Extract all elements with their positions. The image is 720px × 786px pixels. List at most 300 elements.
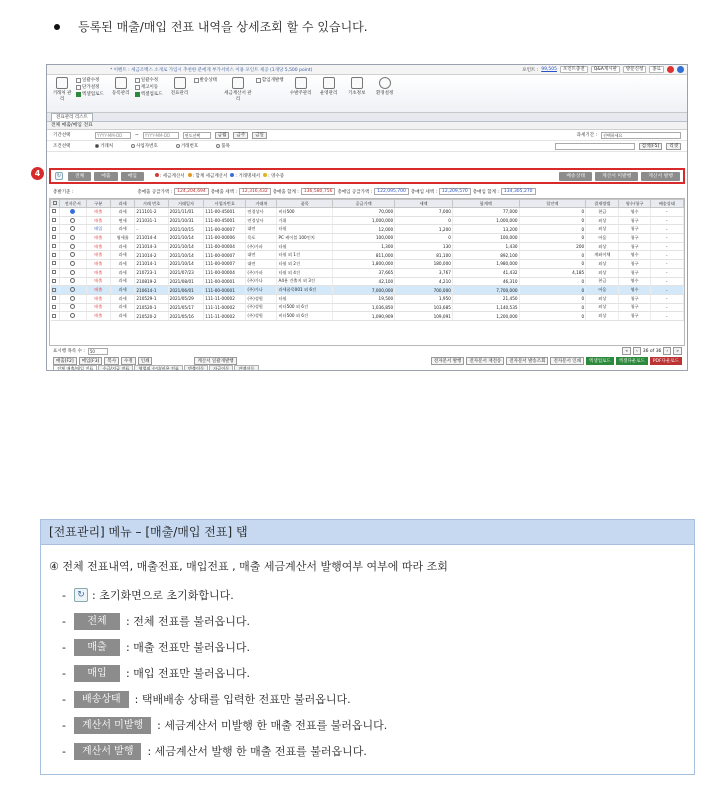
cell-ship: - [650,277,683,286]
edoc-status [59,234,86,243]
cell-receipt: 청구 [619,260,650,269]
list-item [62,686,387,712]
cell-disc: 0 [519,277,586,286]
column-header[interactable]: 합계액 [452,200,519,208]
cell-kind: 매출 [86,312,110,321]
visit-request-button[interactable]: 방문신청 [623,66,646,73]
customer-icon [56,77,68,89]
row-checkbox[interactable] [51,286,60,295]
cell-ship: - [650,294,683,303]
reset-button[interactable]: 리셋 [666,143,681,150]
cell-supply: 12,000 [333,225,395,234]
edoc-status [59,208,86,217]
end-date-input[interactable]: YYYY-MM-DD [143,132,179,139]
edoc-status-icon [70,261,75,266]
cell-total: 1,200,000 [452,312,519,321]
table-row[interactable] [51,312,684,321]
cond-option-label: 사업자번호 [136,144,158,149]
shipping-badge: 배송상태 [74,691,129,708]
cell-total: 1,980,000 [452,260,519,269]
sales-badge: 매출 [74,639,120,656]
cell-biz: 111-11-00002 [204,303,246,312]
description-box [40,519,695,775]
sum-label: 총매입 세액 : [410,189,438,195]
legend-item: : 영수증 [263,173,284,179]
cell-date: 2021/10/14 [168,260,204,269]
row-checkbox[interactable] [51,242,60,251]
this-week-button[interactable]: 금주 [233,132,248,139]
filter-purchase-button[interactable]: 매입 [121,172,144,181]
table-row[interactable] [51,268,684,277]
blue-circle-icon[interactable] [677,66,684,73]
ribbon-label: 등록관리 [112,91,130,96]
info-icon [351,77,363,89]
refresh-icon[interactable]: ↻ [56,173,62,179]
column-header[interactable]: 사업자번호 [204,200,246,208]
invoice-issued-button[interactable]: 계산서 발행 [641,172,680,181]
cell-disc: 4,185 [519,268,586,277]
cell-tax: 과세 [110,294,134,303]
cond-option[interactable] [216,143,230,149]
table-row[interactable] [51,303,684,312]
edoc-status-icon [70,304,75,309]
cell-supply: 1,036,850 [333,303,395,312]
cell-disc: 0 [519,286,586,295]
excel-download-button[interactable]: 엑셀다운로드 [616,357,648,365]
column-header[interactable]: 공급가액 [333,200,395,208]
item-text: : 택배배송 상태를 입력한 전표만 불러옵니다. [134,693,351,706]
row-checkbox[interactable] [51,234,60,243]
cell-item: 비타500 [277,208,333,217]
checkbox-icon [52,261,56,265]
cell-tax: 과세 [110,242,134,251]
cell-cust: 연경상사 [246,208,277,217]
cell-ship: - [650,251,683,260]
dash: - [62,666,66,680]
row-checkbox[interactable] [51,294,60,303]
ribbon-settings[interactable] [374,77,396,96]
list-item [62,712,387,738]
edoc-status [59,251,86,260]
edoc-status-button[interactable]: 전자문서 발송조회 [506,357,548,365]
cell-pay: 외상 [586,260,619,269]
prev-page-button[interactable]: ‹ [633,347,641,355]
row-checkbox[interactable] [51,260,60,269]
row-checkbox[interactable] [51,277,60,286]
cell-biz: 111-00-00007 [204,260,246,269]
cell-disc: 0 [519,251,586,260]
item-text: : 매입 전표만 불러옵니다. [126,667,250,680]
cell-no: 211014-2 [135,251,168,260]
ribbon-customer[interactable] [51,77,73,102]
item-text: : 세금계산서 발행 한 매출 전표를 불러옵니다. [147,745,367,758]
row-checkbox[interactable] [51,216,60,225]
item-text: : 초기화면으로 초기화합니다. [92,589,234,602]
checkbox-icon [52,253,56,257]
excel-upload-button[interactable]: 엑셀업로드 [586,357,614,365]
cell-receipt: 영수 [619,208,650,217]
cell-date: 2021/06/01 [168,286,204,295]
cell-kind: 매출 [86,277,110,286]
cell-total: 892,100 [452,251,519,260]
checkbox-icon [52,305,56,309]
cell-date: 2021/10/14 [168,251,204,260]
sum-value: 12,209,570 [439,188,471,195]
filter-all-button[interactable]: 전체 [68,172,91,181]
column-header[interactable]: 거래일자 [168,200,204,208]
invoice-icon [232,77,244,89]
sum-value: 124,204,694 [174,188,209,195]
cell-ship: - [650,260,683,269]
row-checkbox[interactable] [51,225,60,234]
qna-button[interactable]: Q&A게시판 [591,66,620,73]
ribbon-small-item[interactable] [76,91,104,97]
cell-supply: 1,000,000 [333,216,395,225]
cell-biz: 111-11-00002 [204,312,246,321]
cell-pay: 외상 [586,225,619,234]
add-purchase-button[interactable]: 매입[F3] [79,357,103,365]
dash: - [62,692,66,706]
table-header [51,200,684,208]
add-sales-button[interactable]: 매출[F2] [53,357,77,365]
edoc-print-button[interactable]: 전자문서 인쇄 [550,357,584,365]
cell-pay: 외상 [586,268,619,277]
bulk-issue-button[interactable]: 계산서 일괄개발행 [194,357,236,365]
cell-total: 1,430 [452,242,519,251]
edoc-status-icon [70,313,75,318]
tax-period-select[interactable]: 선택하세요 [601,132,681,139]
cell-supply: 7,000,000 [333,286,395,295]
cell-date: 2021/07/23 [168,268,204,277]
cell-date: 2021/08/01 [168,277,204,286]
cell-disc: 0 [519,225,586,234]
ribbon-small-item[interactable] [76,84,104,90]
point-charge-button[interactable]: 포인트충전 [560,66,588,73]
ribbon-small-item[interactable] [256,77,284,83]
column-header[interactable]: 품목 [277,200,333,208]
condition-search-input[interactable] [555,143,635,150]
sum-value: 134,305,270 [501,188,536,195]
cond-option[interactable] [131,143,158,149]
point-value: 99,505 [541,67,557,72]
subtab-fund[interactable]: 자금이동 [209,365,233,371]
cell-item: 타월 외 2건 [277,260,333,269]
edoc-resend-button[interactable]: 전자문서 재전송 [466,357,504,365]
cell-disc: 200 [519,242,586,251]
cell-receipt: 청구 [619,268,650,277]
ribbon-voucher[interactable] [169,77,191,96]
operation-icon [323,77,335,89]
ribbon-small-item[interactable] [135,91,163,97]
cell-item: 비타500 외 6건 [277,312,333,321]
column-header[interactable]: 거래 번호 [135,200,168,208]
column-header[interactable]: 과세 [110,200,134,208]
cell-no: 210529-1 [135,294,168,303]
cond-option[interactable] [176,143,198,149]
search-button[interactable]: 검색[F5] [639,143,663,150]
legend-item: : 합계 세금계산서 [188,173,228,179]
last-page-button[interactable]: » [673,347,682,355]
cell-no: 211014-1 [135,260,168,269]
exit-button[interactable]: 종료 [649,66,664,73]
legend-item: : 거래명세서 [230,173,260,179]
unissued-badge: 계산서 미발행 [74,717,151,734]
table-row[interactable] [51,225,684,234]
table-row[interactable] [51,242,684,251]
cell-kind: 매출 [86,286,110,295]
price-icon [76,85,81,90]
table-row[interactable] [51,234,684,243]
cell-receipt: 영수 [619,286,650,295]
cell-receipt: 청구 [619,242,650,251]
cell-kind: 매출 [86,216,110,225]
table-row[interactable] [51,294,684,303]
condition-row [47,141,687,152]
cell-disc: 0 [519,303,586,312]
cell-biz: 111-00-45001 [204,208,246,217]
column-header[interactable]: 배송상태 [650,200,683,208]
period-row [47,130,687,141]
table-row[interactable] [51,260,684,269]
ribbon-invoice[interactable] [223,77,253,102]
cell-date: 2021/05/16 [168,312,204,321]
ribbon-small-item[interactable] [135,84,163,90]
cell-no: 210819-2 [135,277,168,286]
checkbox-icon [52,209,56,213]
row-checkbox[interactable] [51,303,60,312]
cell-pay: 외상 [586,303,619,312]
cell-tax: 과세 [110,312,134,321]
cell-disc: 0 [519,208,586,217]
cell-pay: 계좌이체 [586,251,619,260]
page-info: 36 of 36 [642,348,662,354]
cell-no: 211101-2 [135,208,168,217]
cell-no: - [135,225,168,234]
ribbon-small-label: 엑셀업로드 [82,92,104,97]
select-all-checkbox[interactable] [51,200,60,208]
next-page-button[interactable]: › [663,347,671,355]
print-button[interactable]: 인쇄 [138,357,153,365]
cell-supply: 19,500 [333,294,395,303]
dash: - [62,718,66,732]
cell-vat: 109,091 [395,312,453,321]
cell-disc: 0 [519,216,586,225]
subtab-return[interactable]: 반출이동 [184,365,208,371]
sum-value: 136,580,756 [301,188,336,195]
subtab-non-operating[interactable]: 영업외 수익/비용 전표 [134,365,182,371]
cell-biz: 111-00-00001 [204,277,246,286]
cell-tax: 과세 [110,260,134,269]
period-label: 기간선택 [53,133,71,138]
column-header[interactable]: 결제방법 [586,200,619,208]
cell-vat: 7,000 [395,208,453,217]
table-row[interactable] [51,251,684,260]
table-row[interactable] [51,286,684,295]
tab-voucher-list[interactable]: 전표관리 리스트 [51,113,93,121]
dash: - [62,744,66,758]
cell-ship: - [650,268,683,277]
column-header[interactable]: 전자문서 [59,200,86,208]
table-row[interactable] [51,216,684,225]
cell-cust: (주)가나 [246,277,277,286]
cell-total: 46,310 [452,277,519,286]
year-select[interactable]: 연도선택 [183,132,211,139]
start-date-input[interactable]: YYYY-MM-DD [95,132,131,139]
cell-disc: 0 [519,234,586,243]
copy-button[interactable]: 복사 [104,357,119,365]
checkbox-icon [52,296,56,300]
column-header[interactable]: 세액 [395,200,453,208]
cell-receipt: 청구 [619,303,650,312]
edoc-status [59,294,86,303]
cell-tax: 과세 [110,251,134,260]
cell-receipt: 청구 [619,225,650,234]
cell-item: 비타500 외 6건 [277,303,333,312]
row-checkbox[interactable] [51,268,60,277]
subtab-all-voucher[interactable]: 전체 매출/매입 전표 [53,365,97,371]
column-header[interactable]: 거래처 [246,200,277,208]
ribbon-register[interactable] [110,77,132,96]
checkbox-icon [52,279,56,283]
cell-item: 과세품목001 외 6건 [277,286,333,295]
cell-item: 타월 [277,294,333,303]
panel-title: 전체 매출/매입 전표 [47,122,687,130]
cell-total: 21,450 [452,294,519,303]
sub-tabs [49,365,685,371]
cell-receipt: 청구 [619,216,650,225]
cell-cust: 목포 [246,234,277,243]
legend-text: 합계 세금계산서 [195,174,228,179]
cell-cust: (주)성원 [246,294,277,303]
step-marker: 4 [31,167,44,180]
cell-biz: 111-11-00002 [204,294,246,303]
row-checkbox[interactable] [51,312,60,321]
ribbon-label: 기초정보 [347,91,366,96]
summary-row [49,187,685,196]
table-row[interactable] [51,277,684,286]
ribbon-operation[interactable] [318,77,340,96]
cell-vat: 0 [395,216,453,225]
cell-pay: 어음 [586,286,619,295]
legend-item: : 세금계산서 [155,173,185,179]
ribbon-label: 환경설정 [375,91,394,96]
tab-strip [47,113,687,122]
page-size-select[interactable]: 50 [88,348,108,355]
first-page-button[interactable]: « [622,347,631,355]
pdf-download-button[interactable]: PDF다운로드 [650,357,682,365]
cond-option-label: 거래처 [100,144,114,149]
cell-biz: 111-00-00007 [204,225,246,234]
cell-item: 타월 외 4건 [277,268,333,277]
cell-vat: 1,950 [395,294,453,303]
checkbox-icon [52,235,56,239]
page-size-label: 표시행 목록 수 : [53,349,85,354]
cell-no: 211031-1 [135,216,168,225]
filter-sales-button[interactable]: 매출 [94,172,117,181]
cell-vat: 81,100 [395,251,453,260]
ribbon-order[interactable] [290,77,312,96]
ribbon-small-label: 합입개발행 [261,78,284,83]
list-item [62,582,387,608]
checkbox-icon [52,314,56,318]
ribbon-small-item[interactable] [135,77,163,83]
ribbon-small-label: 재고이동 [140,85,159,90]
cell-supply: 70,000 [333,208,395,217]
edit-button[interactable]: 수정 [121,357,136,365]
dash: - [62,588,66,602]
cell-cust: (주)가나 [246,286,277,295]
subtab-balance[interactable]: 잔액이동 [234,365,258,371]
column-header[interactable]: 할인액 [519,200,586,208]
invoice-unissued-button[interactable]: 계산서 미발행 [595,172,638,181]
cell-cust: 대연 [246,260,277,269]
cell-tax: 과세 [110,277,134,286]
this-month-button[interactable]: 금월 [215,132,230,139]
cell-total: 1,000,000 [452,216,519,225]
orange-dot-icon [188,173,192,177]
bottom-toolbar [49,356,685,365]
cell-supply: 100,000 [333,234,395,243]
column-header[interactable]: 구분 [86,200,110,208]
yellow-dot-icon [263,173,267,177]
cell-cust: 대연 [246,251,277,260]
cell-disc: 0 [519,260,586,269]
subtab-receipt-payment[interactable]: 수금/지급 전표 [98,365,133,371]
edoc-status [59,277,86,286]
cell-ship: - [650,234,683,243]
cell-tax: 과세 [110,303,134,312]
row-checkbox[interactable] [51,251,60,260]
item-text: : 매출 전표만 불러옵니다. [126,641,250,654]
cell-date: 2021/10/14 [168,242,204,251]
cell-pay: 외상 [586,216,619,225]
cell-cust: 대연 [246,225,277,234]
cell-receipt: 청구 [619,312,650,321]
cell-kind: 매출 [86,234,110,243]
table-row[interactable] [51,208,684,217]
ribbon-small-label: 단가설정 [82,85,100,90]
cell-pay: 현금 [586,277,619,286]
ribbon-small-item[interactable] [194,77,217,83]
cell-supply: 1,090,909 [333,312,395,321]
column-header[interactable]: 영수/청구 [619,200,650,208]
cell-receipt: 청구 [619,234,650,243]
red-circle-icon[interactable] [667,66,674,73]
checkbox-icon [52,244,56,248]
ribbon-basic-info[interactable] [346,77,368,96]
today-button[interactable]: 금일 [252,132,267,139]
ribbon-label: 수발주관리 [289,91,312,96]
notice-text: * 이벤트 : 세금조백스 소개로 가입시 추천한 분에게 부가서비스 이용 포인트 제공 (1개당 5,500 point) [110,67,313,73]
cell-vat: 1,200 [395,225,453,234]
cell-supply: 1,800,000 [333,260,395,269]
app-screenshot [46,64,688,371]
ribbon-label: 세금계산서 관리 [224,91,252,102]
row-checkbox[interactable] [51,208,60,217]
condition-label: 조건선택 [53,144,71,149]
cell-vat: 0 [395,234,453,243]
edoc-issue-button[interactable]: 전자문서 발행 [431,357,465,365]
shipping-status-button[interactable]: 배송상태 [559,172,592,181]
cell-vat: 700,000 [395,286,453,295]
ribbon-small-item[interactable] [76,77,104,83]
edoc-status [59,225,86,234]
cell-kind: 매출 [86,303,110,312]
cond-option[interactable] [95,143,113,149]
cell-ship: - [650,286,683,295]
intro-text: 등록된 매출/매입 전표 내역을 상세조회 할 수 있습니다. [78,20,368,34]
all-badge: 전체 [74,613,120,630]
